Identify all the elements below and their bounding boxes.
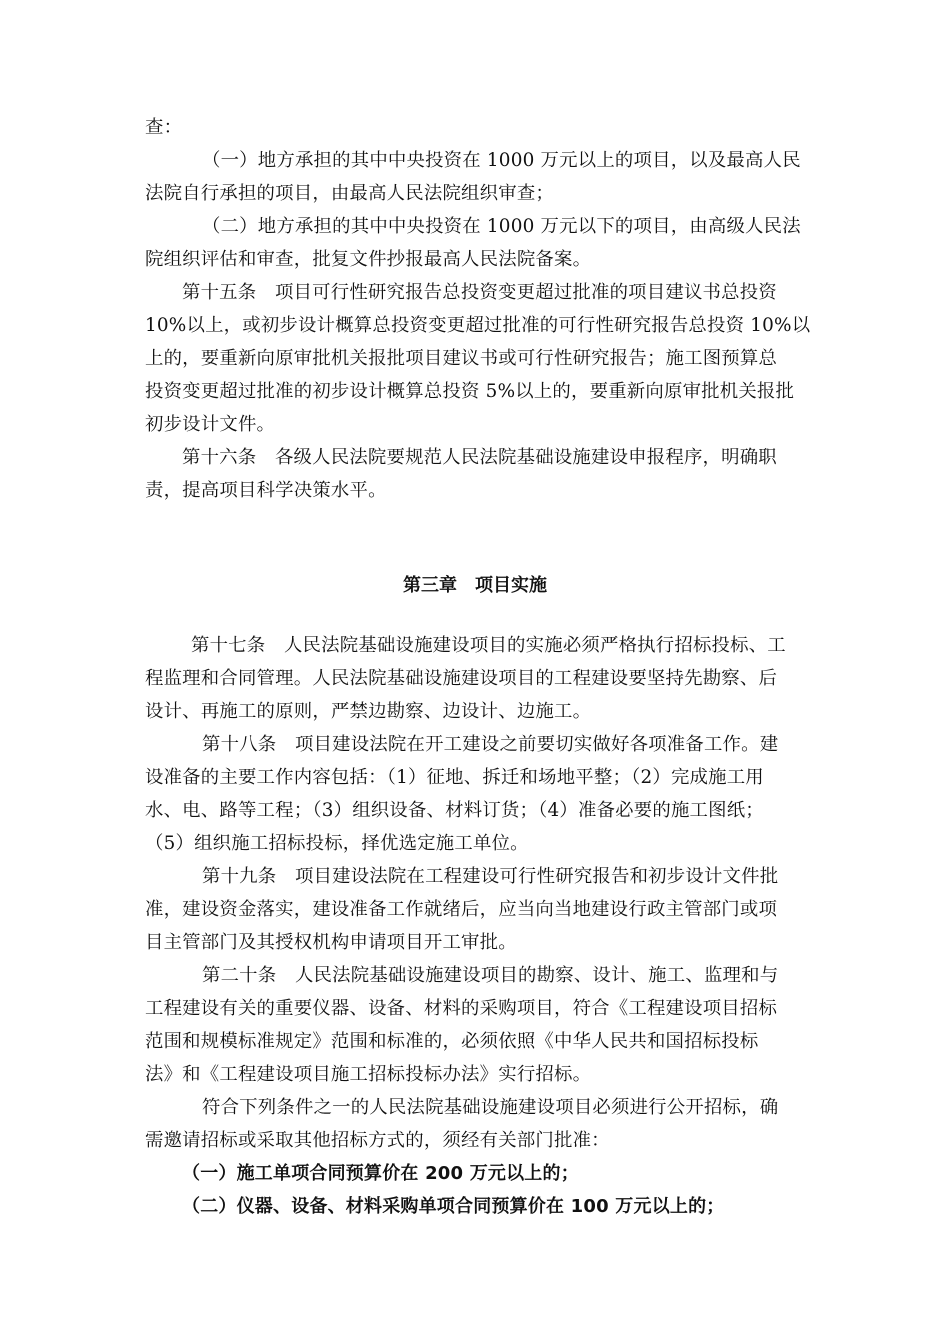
article-15-line: 第十五条 项目可行性研究报告总投资变更超过批准的项目建议书总投资 bbox=[182, 282, 777, 303]
text-line: 符合下列条件之一的人民法院基础设施建设项目必须进行公开招标，确 bbox=[202, 1097, 779, 1118]
text-line: 责，提高项目科学决策水平。 bbox=[145, 480, 387, 501]
chapter-title: 第三章 项目实施 bbox=[403, 575, 547, 596]
text-line: 法》和《工程建设项目施工招标投标办法》实行招标。 bbox=[145, 1064, 592, 1085]
text-line: 设计、再施工的原则，严禁边勘察、边设计、边施工。 bbox=[145, 701, 592, 722]
text-line: 水、电、路等工程；（3）组织设备、材料订货；（4）准备必要的施工图纸； bbox=[145, 800, 764, 821]
text-line: 需邀请招标或采取其他招标方式的，须经有关部门批准： bbox=[145, 1130, 610, 1151]
article-18-line: 第十八条 项目建设法院在开工建设之前要切实做好各项准备工作。建 bbox=[202, 734, 779, 755]
bold-item-1: （一）施工单项合同预算价在 200 万元以上的； bbox=[182, 1163, 579, 1184]
article-17-line: 第十七条 人民法院基础设施建设项目的实施必须严格执行招标投标、工 bbox=[191, 635, 786, 656]
text-line: （5）组织施工招标投标，择优选定施工单位。 bbox=[145, 833, 529, 854]
article-20-line: 第二十条 人民法院基础设施建设项目的勘察、设计、施工、监理和与 bbox=[202, 965, 779, 986]
text-line: 上的，要重新向原审批机关报批项目建议书或可行性研究报告；施工图预算总 bbox=[145, 348, 778, 369]
text-line: （一）地方承担的其中中央投资在 1000 万元以上的项目，以及最高人民 bbox=[202, 150, 801, 171]
article-19-line: 第十九条 项目建设法院在工程建设可行性研究报告和初步设计文件批 bbox=[202, 866, 779, 887]
text-line: 目主管部门及其授权机构申请项目开工审批。 bbox=[145, 932, 517, 953]
text-line: 工程建设有关的重要仪器、设备、材料的采购项目，符合《工程建设项目招标 bbox=[145, 998, 778, 1019]
text-line: 范围和规模标准规定》范围和标准的，必须依照《中华人民共和国招标投标 bbox=[145, 1031, 759, 1052]
article-16-line: 第十六条 各级人民法院要规范人民法院基础设施建设申报程序，明确职 bbox=[182, 447, 777, 468]
text-line: 投资变更超过批准的初步设计概算总投资 5%以上的，要重新向原审批机关报批 bbox=[145, 381, 795, 402]
bold-item-2: （二）仪器、设备、材料采购单项合同预算价在 100 万元以上的； bbox=[182, 1196, 725, 1217]
text-line: 准，建设资金落实，建设准备工作就绪后，应当向当地建设行政主管部门或项 bbox=[145, 899, 778, 920]
text-line: 法院自行承担的项目，由最高人民法院组织审查； bbox=[145, 183, 554, 204]
text-line: 程监理和合同管理。人民法院基础设施建设项目的工程建设要坚持先勘察、后 bbox=[145, 668, 778, 689]
text-line: 初步设计文件。 bbox=[145, 414, 276, 435]
text-line: （二）地方承担的其中中央投资在 1000 万元以下的项目，由高级人民法 bbox=[202, 216, 801, 237]
text-line: 查： bbox=[145, 117, 183, 138]
text-line: 设准备的主要工作内容包括：（1）征地、拆迁和场地平整；（2）完成施工用 bbox=[145, 767, 764, 788]
text-line: 院组织评估和审查，批复文件抄报最高人民法院备案。 bbox=[145, 249, 592, 270]
text-line: 10%以上，或初步设计概算总投资变更超过批准的可行性研究报告总投资 10%以 bbox=[145, 315, 811, 336]
